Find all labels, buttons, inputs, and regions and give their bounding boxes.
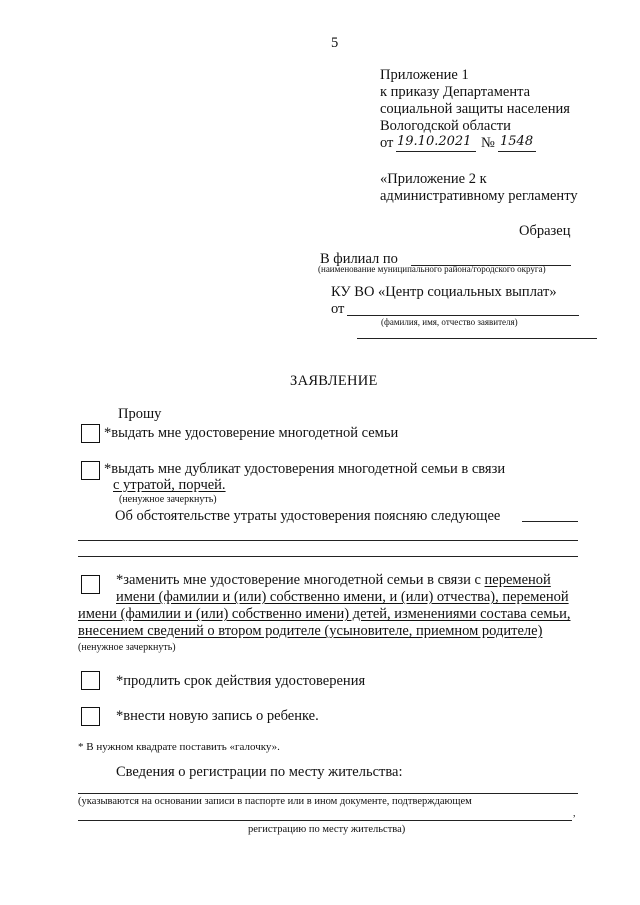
registration-hint-1: (указываются на основании записи в паспорте или в ином документе, подтверждающем	[78, 796, 472, 807]
appendix-line-2: к приказу Департамента	[380, 84, 531, 100]
replace-hint: (ненужное зачеркнуть)	[78, 642, 176, 653]
appendix2-line-2: административному регламенту	[380, 188, 578, 204]
extend-option-label: *продлить срок действия удостоверения	[116, 673, 366, 689]
appendix-number-prefix: №	[481, 135, 495, 151]
number-underline	[498, 151, 536, 152]
from-prefix: от	[331, 301, 345, 317]
branch-hint: (наименование муниципального района/городского округа)	[318, 264, 546, 274]
duplicate-hint: (ненужное зачеркнуть)	[119, 494, 217, 505]
applicant-hint: (фамилия, имя, отчество заявителя)	[381, 317, 518, 327]
appendix-date-value: 19.10.2021	[397, 134, 472, 149]
replace-option-line-1: *заменить мне удостоверение многодетной семьи в связи с переменой	[116, 572, 551, 588]
appendix2-line-1: «Приложение 2 к	[380, 171, 487, 187]
appendix-date-prefix: от	[380, 135, 394, 151]
registration-comma: ,	[573, 808, 576, 819]
extend-checkbox[interactable]	[81, 671, 100, 690]
document-title: ЗАЯВЛЕНИЕ	[290, 373, 378, 389]
date-underline	[396, 151, 476, 152]
loss-explanation-line-0	[522, 521, 578, 522]
sample-label: Образец	[519, 223, 571, 239]
replace-option-line-2: имени (фамилии и (или) собственно имени, и (или) отчества), переменой	[116, 589, 569, 605]
replace-option-line-1-struck: переменой	[484, 572, 551, 588]
applicant-line	[347, 315, 579, 316]
appendix-line-1: Приложение 1	[380, 67, 469, 83]
request-word: Прошу	[118, 406, 162, 422]
appendix-number-value: 1548	[500, 134, 534, 149]
footnote: * В нужном квадрате поставить «галочку».	[78, 741, 280, 753]
org-name: КУ ВО «Центр социальных выплат»	[331, 284, 557, 300]
duplicate-checkbox[interactable]	[81, 461, 100, 480]
duplicate-option-line-1: *выдать мне дубликат удостоверения многодетной семьи в связи	[104, 461, 506, 477]
page-number: 5	[331, 35, 339, 51]
branch-prefix: В филиал по	[320, 251, 398, 267]
loss-explanation-label: Об обстоятельстве утраты удостоверения поясняю следующее	[115, 508, 501, 524]
add-child-option-label: *внести новую запись о ребенке.	[116, 708, 319, 724]
issue-option-label: *выдать мне удостоверение многодетной семьи	[104, 425, 399, 441]
replace-checkbox[interactable]	[81, 575, 100, 594]
appendix-line-3: социальной защиты населения	[380, 101, 570, 117]
issue-checkbox[interactable]	[81, 424, 100, 443]
duplicate-option-line-2: с утратой, порчей.	[113, 477, 226, 493]
add-child-checkbox[interactable]	[81, 707, 100, 726]
applicant-line-2	[357, 338, 597, 339]
loss-explanation-line-2	[78, 556, 578, 557]
registration-line-1	[78, 793, 578, 794]
loss-explanation-line-1	[78, 540, 578, 541]
replace-option-line-4: внесением сведений о втором родителе (усыновителе, приемном родителе)	[78, 623, 543, 639]
replace-option-line-3: имени (фамилии и (или) собственно имени) детей, изменениями состава семьи,	[78, 606, 571, 622]
registration-line-2	[78, 820, 572, 821]
registration-heading: Сведения о регистрации по месту жительства:	[116, 764, 403, 780]
appendix-line-4: Вологодской области	[380, 118, 511, 134]
registration-hint-2: регистрацию по месту жительства)	[248, 824, 406, 835]
